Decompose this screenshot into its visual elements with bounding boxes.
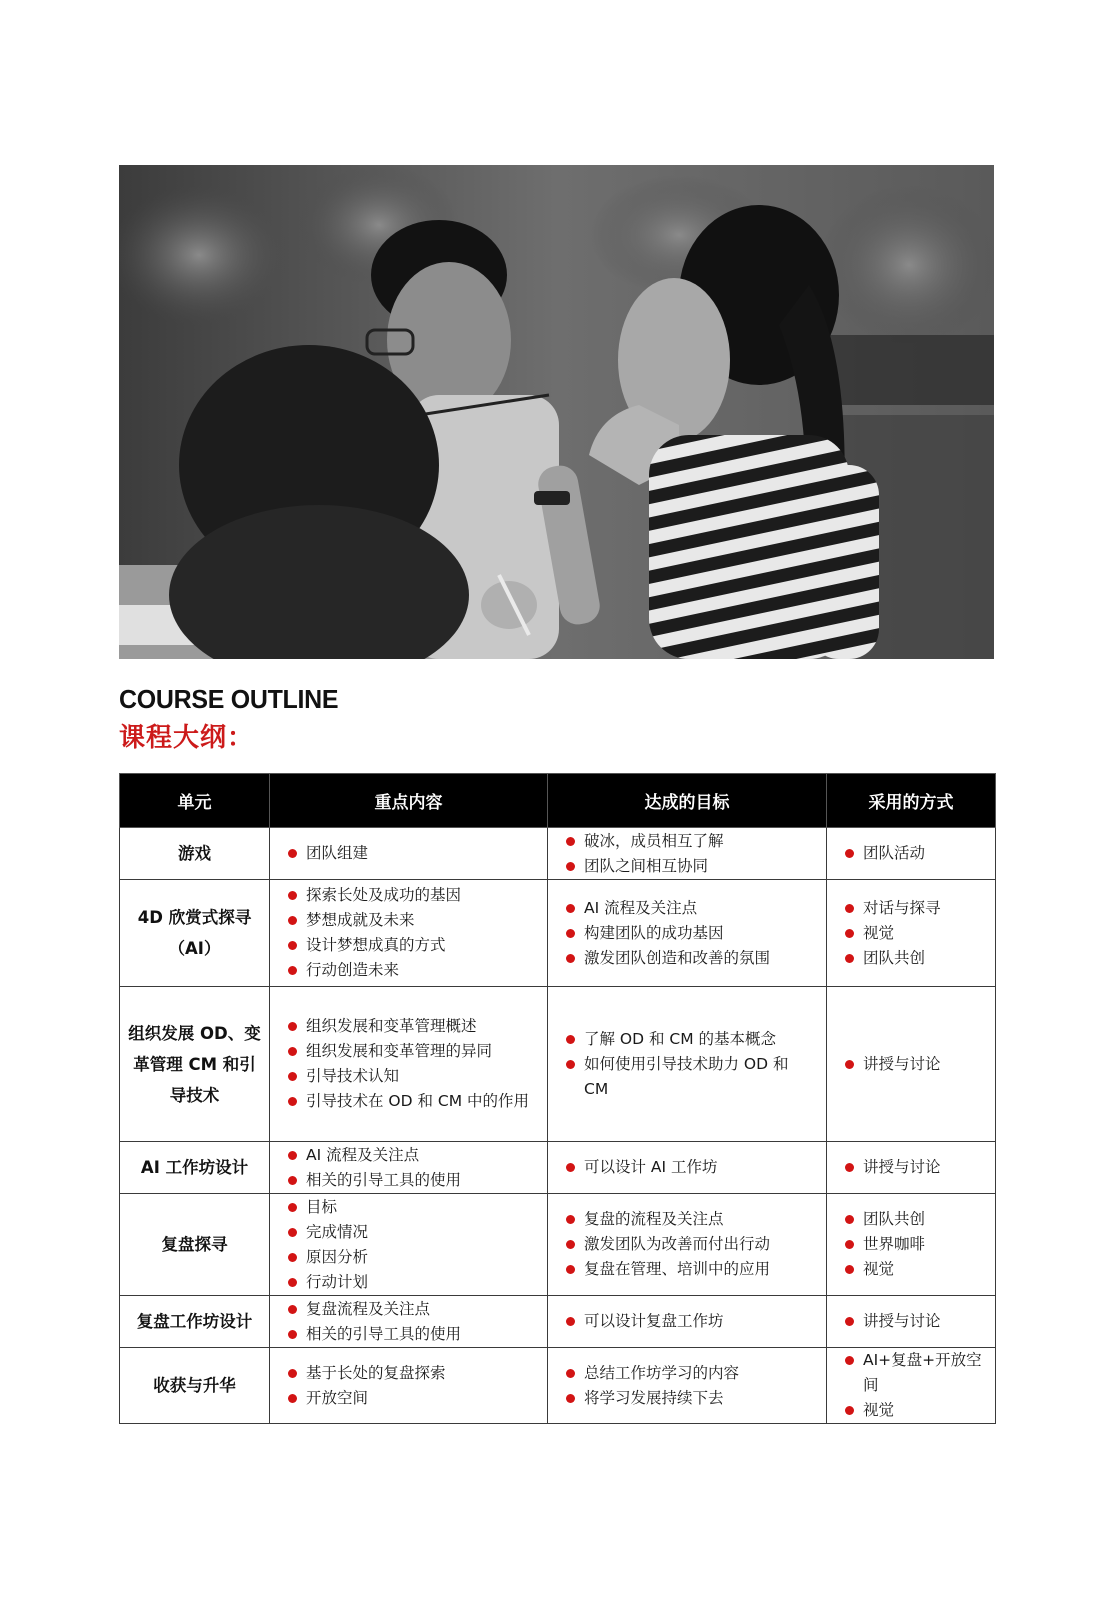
goals-cell <box>548 1296 827 1348</box>
methods-cell <box>827 1296 996 1348</box>
list-item: 复盘流程及关注点 <box>286 1297 535 1322</box>
list-item: 团队共创 <box>843 946 983 971</box>
list-item: 行动计划 <box>286 1270 535 1295</box>
list-item: 目标 <box>286 1195 535 1220</box>
seminar-photo <box>119 165 994 659</box>
content-cell <box>270 1348 548 1424</box>
unit-cell: 复盘探寻 <box>120 1194 270 1296</box>
goals-cell <box>548 1348 827 1424</box>
list-item: 可以设计复盘工作坊 <box>564 1309 814 1334</box>
list-item: 复盘的流程及关注点 <box>564 1207 814 1232</box>
list-item: 开放空间 <box>286 1386 535 1411</box>
list-item: 基于长处的复盘探索 <box>286 1361 535 1386</box>
header-unit: 单元 <box>120 774 270 828</box>
list-item: 探索长处及成功的基因 <box>286 883 535 908</box>
course-outline-table <box>119 773 996 1424</box>
list-item: 视觉 <box>843 1257 983 1282</box>
list-item: 如何使用引导技术助力 OD 和 CM <box>564 1052 814 1102</box>
goals-cell <box>548 880 827 987</box>
unit-cell: 游戏 <box>120 828 270 880</box>
list-item: AI 流程及关注点 <box>564 896 814 921</box>
methods-cell <box>827 1194 996 1296</box>
header-goals: 达成的目标 <box>548 774 827 828</box>
course-outline-title: COURSE OUTLINE <box>119 684 339 714</box>
content-cell <box>270 828 548 880</box>
list-item: AI 流程及关注点 <box>286 1143 535 1168</box>
list-item: 完成情况 <box>286 1220 535 1245</box>
list-item: 引导技术在 OD 和 CM 中的作用 <box>286 1089 535 1114</box>
methods-cell <box>827 987 996 1142</box>
methods-cell <box>827 1142 996 1194</box>
list-item: 将学习发展持续下去 <box>564 1386 814 1411</box>
table-row <box>120 1348 996 1424</box>
list-item: 视觉 <box>843 1398 983 1423</box>
list-item: 相关的引导工具的使用 <box>286 1168 535 1193</box>
list-item: 复盘在管理、培训中的应用 <box>564 1257 814 1282</box>
goals-cell <box>548 1142 827 1194</box>
methods-cell <box>827 1348 996 1424</box>
list-item: 世界咖啡 <box>843 1232 983 1257</box>
list-item: 可以设计 AI 工作坊 <box>564 1155 814 1180</box>
list-item: 团队共创 <box>843 1207 983 1232</box>
list-item: 激发团队创造和改善的氛围 <box>564 946 814 971</box>
list-item: 讲授与讨论 <box>843 1052 983 1077</box>
header-methods: 采用的方式 <box>827 774 996 828</box>
methods-cell <box>827 828 996 880</box>
unit-cell: 收获与升华 <box>120 1348 270 1424</box>
list-item: 构建团队的成功基因 <box>564 921 814 946</box>
list-item: 组织发展和变革管理的异同 <box>286 1039 535 1064</box>
table-header-row <box>120 774 996 828</box>
content-cell <box>270 880 548 987</box>
list-item: 讲授与讨论 <box>843 1155 983 1180</box>
table-row <box>120 880 996 987</box>
goals-cell <box>548 987 827 1142</box>
course-outline-title-cn: 课程大纲： <box>119 723 255 753</box>
list-item: 设计梦想成真的方式 <box>286 933 535 958</box>
list-item: 总结工作坊学习的内容 <box>564 1361 814 1386</box>
list-item: AI+复盘+开放空间 <box>843 1348 983 1398</box>
list-item: 了解 OD 和 CM 的基本概念 <box>564 1027 814 1052</box>
table-row <box>120 1142 996 1194</box>
list-item: 梦想成就及未来 <box>286 908 535 933</box>
unit-cell: AI 工作坊设计 <box>120 1142 270 1194</box>
table-row <box>120 1296 996 1348</box>
seminar-photo-icon <box>119 165 994 659</box>
list-item: 团队活动 <box>843 841 983 866</box>
list-item: 视觉 <box>843 921 983 946</box>
list-item: 团队组建 <box>286 841 535 866</box>
header-content: 重点内容 <box>270 774 548 828</box>
list-item: 行动创造未来 <box>286 958 535 983</box>
list-item: 破冰，成员相互了解 <box>564 829 814 854</box>
table-row <box>120 828 996 880</box>
list-item: 讲授与讨论 <box>843 1309 983 1334</box>
goals-cell <box>548 828 827 880</box>
content-cell <box>270 1296 548 1348</box>
table-row <box>120 1194 996 1296</box>
list-item: 团队之间相互协同 <box>564 854 814 879</box>
unit-cell: 组织发展 OD、变革管理 CM 和引导技术 <box>120 987 270 1142</box>
list-item: 相关的引导工具的使用 <box>286 1322 535 1347</box>
methods-cell <box>827 880 996 987</box>
content-cell <box>270 987 548 1142</box>
list-item: 激发团队为改善而付出行动 <box>564 1232 814 1257</box>
list-item: 对话与探寻 <box>843 896 983 921</box>
unit-cell: 4D 欣赏式探寻（AI） <box>120 880 270 987</box>
list-item: 组织发展和变革管理概述 <box>286 1014 535 1039</box>
table-row <box>120 987 996 1142</box>
content-cell <box>270 1142 548 1194</box>
content-cell <box>270 1194 548 1296</box>
goals-cell <box>548 1194 827 1296</box>
unit-cell: 复盘工作坊设计 <box>120 1296 270 1348</box>
list-item: 原因分析 <box>286 1245 535 1270</box>
list-item: 引导技术认知 <box>286 1064 535 1089</box>
